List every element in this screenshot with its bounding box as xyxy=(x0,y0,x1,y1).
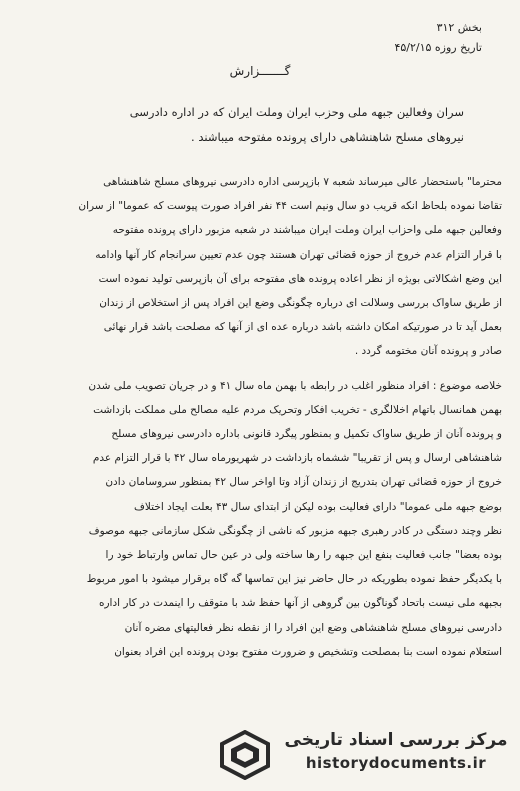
summary-line: بوده بعضا" جانب فعالیت بنفع این جبهه را رها ساخته ولی در عین حال تماس وارتباط خود را xyxy=(105,549,502,562)
summary-line: بوضع جبهه ملی عموما" دارای فعالیت بوده لیکن از ابتدای سال ۴۳ بعلت ایجاد اختلاف xyxy=(134,500,502,513)
document-meta xyxy=(394,18,482,58)
watermark-text xyxy=(280,728,512,774)
summary-line: دادرسی نیروهای مسلح شاهنشاهی وضع این افراد را از نقطه نظر فعالیتهای مضره آنان xyxy=(124,621,502,634)
summary-line: بهمن همانسال باتهام اخلالگری - تخریب افکار وتحریک مردم علیه مصالح ملی مملکت بازداشت xyxy=(93,403,502,416)
summary-line: خلاصه موضوع : افراد منظور اغلب در رابطه با بهمن ماه سال ۴۱ و در جریان تصویب ملی شدن xyxy=(88,379,502,392)
summary-line: خروج از حوزه قضائی تهران بتدریج از زندان آزاد وتا اواخر سال ۴۲ بمنظور سروسامان دادن xyxy=(105,476,502,489)
subject-line: سران وفعالین جبهه ملی وحزب ایران وملت ایران که در اداره دادرسی xyxy=(129,105,464,119)
body-line: این وضع اشکالاتی بویژه از نظر اعاده پرونده های مفتوحه برای آن بازپرسی تولید نموده است xyxy=(98,272,502,285)
document-subject xyxy=(70,100,464,150)
section-number: بخش ۳۱۲ xyxy=(436,21,482,34)
body-line: از طریق ساواک بررسی وسلالت ای درباره چگونگی وضع این افراد پس از استخلاص از زندان xyxy=(99,297,502,310)
body-line: با قرار التزام عدم خروج از حوزه قضائی تهران هستند چون عدم تعیین سرانجام کار آنها وادامه xyxy=(95,248,502,261)
watermark-name: مرکز بررسی اسناد تاریخی xyxy=(284,730,508,750)
subject-line: نیروهای مسلح شاهنشاهی دارای پرونده مفتوحه میباشند . xyxy=(191,130,464,144)
summary-line: بجبهه ملی نیست باتحاد گوناگون بین گروهی از آنها حفظ شد با متوقف را اینمدت در کار اداره xyxy=(98,597,502,610)
body-line: وفعالین جبهه ملی واحزاب ایران وملت ایران میباشند در شعبه مزبور دارای پرونده مفتوحه xyxy=(112,224,502,237)
document-title: گـــــــزارش xyxy=(229,64,291,78)
watermark xyxy=(216,728,512,784)
body-line: صادر و پرونده آنان مختومه گردد . xyxy=(354,345,502,358)
summary-line: با یکدیگر حفظ نموده بطوریکه در حال حاضر نیز این تماسها گه گاه برقرار میشود با امور مربوط xyxy=(86,573,502,586)
summary-line: و پرونده آنان از طریق ساواک تکمیل و بمنظور پیگرد قانونی باداره دادرسی نیروهای مسلح xyxy=(111,428,502,441)
summary-line: استعلام نموده است بنا بمصلحت وتشخیص و ضرورت مفتوح بودن پرونده این افراد بعنوان xyxy=(114,645,502,658)
document-body xyxy=(14,170,502,664)
summary-line: نظر وچند دستگی در کادر رهبری جبهه مزبور که ناشی از چگونگی شکل سازمانی جبهه موصوف xyxy=(88,524,502,537)
body-line: بعمل آید تا در صورتیکه امکان داشته باشد درباره عده ای از آنها که مصلحت باشد قرار نهائی xyxy=(103,321,502,334)
body-line: محترما" باستحضار عالی میرساند شعبه ۷ بازپرسی اداره دادرسی نیروهای مسلح شاهنشاهی xyxy=(103,176,502,188)
history-documents-logo-icon xyxy=(216,730,274,780)
watermark-url: historydocuments.ir xyxy=(305,754,487,772)
summary-line: شاهنشاهی ارسال و پس از تقریبا" ششماه بازداشت در شهریورماه سال ۴۲ با قرار التزام عدم xyxy=(92,452,502,465)
document-date: تاریخ روزه ۴۵/۲/۱۵ xyxy=(394,41,482,54)
body-line: تقاضا نموده بلحاظ انکه قریب دو سال ونیم است ۴۴ نفر افراد صورت پیوست که عموما" از سران xyxy=(78,200,502,213)
